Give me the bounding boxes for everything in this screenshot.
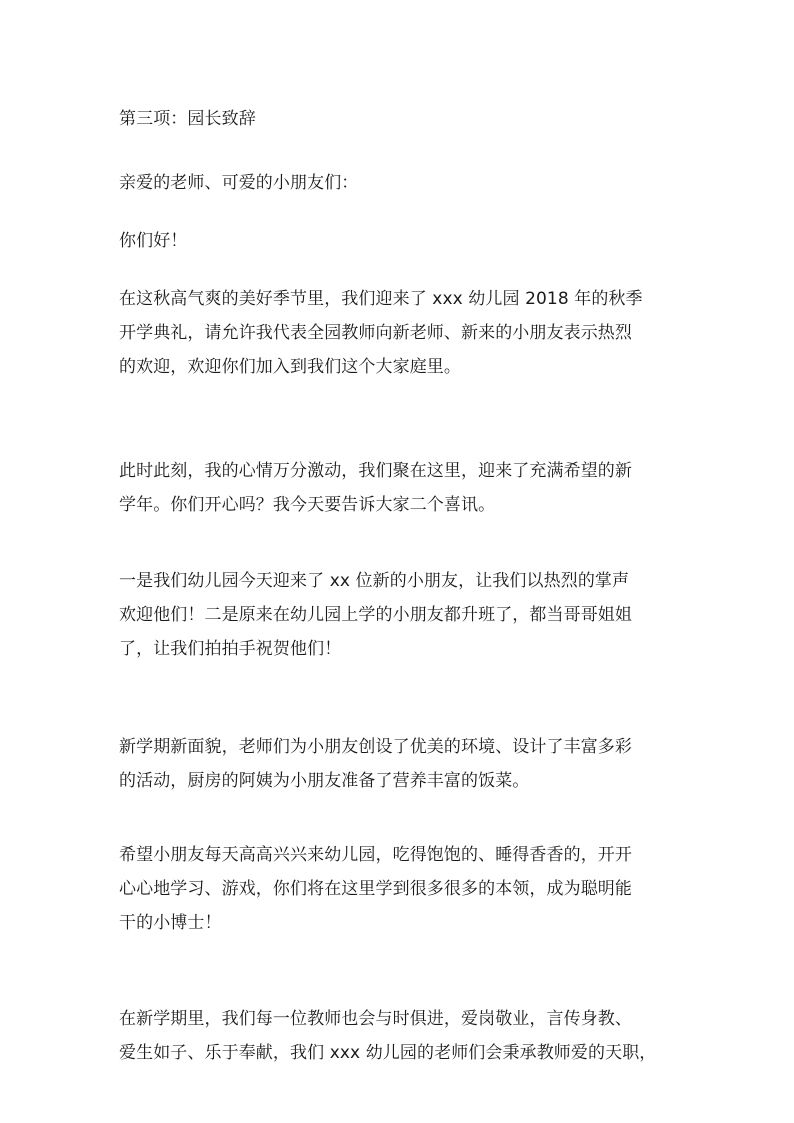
paragraph-line: 希望小朋友每天高高兴兴来幼儿园，吃得饱饱的、睡得香香的，开开 [119, 845, 632, 865]
paragraph-line: 学年。你们开心吗？我今天要告诉大家二个喜讯。 [119, 495, 496, 515]
paragraph-teachers [119, 1002, 679, 1070]
paragraph-welcome [119, 282, 679, 384]
paragraph-line: 开学典礼，请允许我代表全园教师向新老师、新来的小朋友表示热烈 [119, 323, 632, 343]
section-heading: 第三项：园长致辞 [119, 109, 256, 129]
paragraph-line: 了，让我们拍拍手祝贺他们！ [119, 639, 342, 659]
paragraph-line: 干的小博士！ [119, 913, 222, 933]
paragraph-excitement [119, 454, 679, 522]
paragraph-line: 的欢迎，欢迎你们加入到我们这个大家庭里。 [119, 357, 461, 377]
paragraph-line: 爱生如子、乐于奉献，我们 xxx 幼儿园的老师们会秉承教师爱的天职， [119, 1043, 657, 1063]
paragraph-line: 一是我们幼儿园今天迎来了 xx 位新的小朋友，让我们以热烈的掌声 [119, 571, 630, 591]
paragraph-good-news [119, 564, 679, 666]
paragraph-line: 心心地学习、游戏，你们将在这里学到很多很多的本领，成为聪明能 [119, 879, 632, 899]
paragraph-new-term [119, 730, 679, 798]
paragraph-line: 在这秋高气爽的美好季节里，我们迎来了 xxx 幼儿园 2018 年的秋季 [119, 289, 643, 309]
paragraph-line: 新学期新面貌，老师们为小朋友创设了优美的环境、设计了丰富多彩 [119, 737, 632, 757]
paragraph-line: 欢迎他们！二是原来在幼儿园上学的小朋友都升班了，都当哥哥姐姐 [119, 605, 632, 625]
greeting: 你们好！ [119, 231, 188, 251]
paragraph-line: 的活动，厨房的阿姨为小朋友准备了营养丰富的饭菜。 [119, 771, 530, 791]
paragraph-line: 此时此刻，我的心情万分激动，我们聚在这里，迎来了充满希望的新 [119, 461, 632, 481]
paragraph-hopes [119, 838, 679, 940]
paragraph-line: 在新学期里，我们每一位教师也会与时俱进，爱岗敬业，言传身教、 [119, 1009, 632, 1029]
salutation: 亲爱的老师、可爱的小朋友们： [119, 173, 359, 193]
